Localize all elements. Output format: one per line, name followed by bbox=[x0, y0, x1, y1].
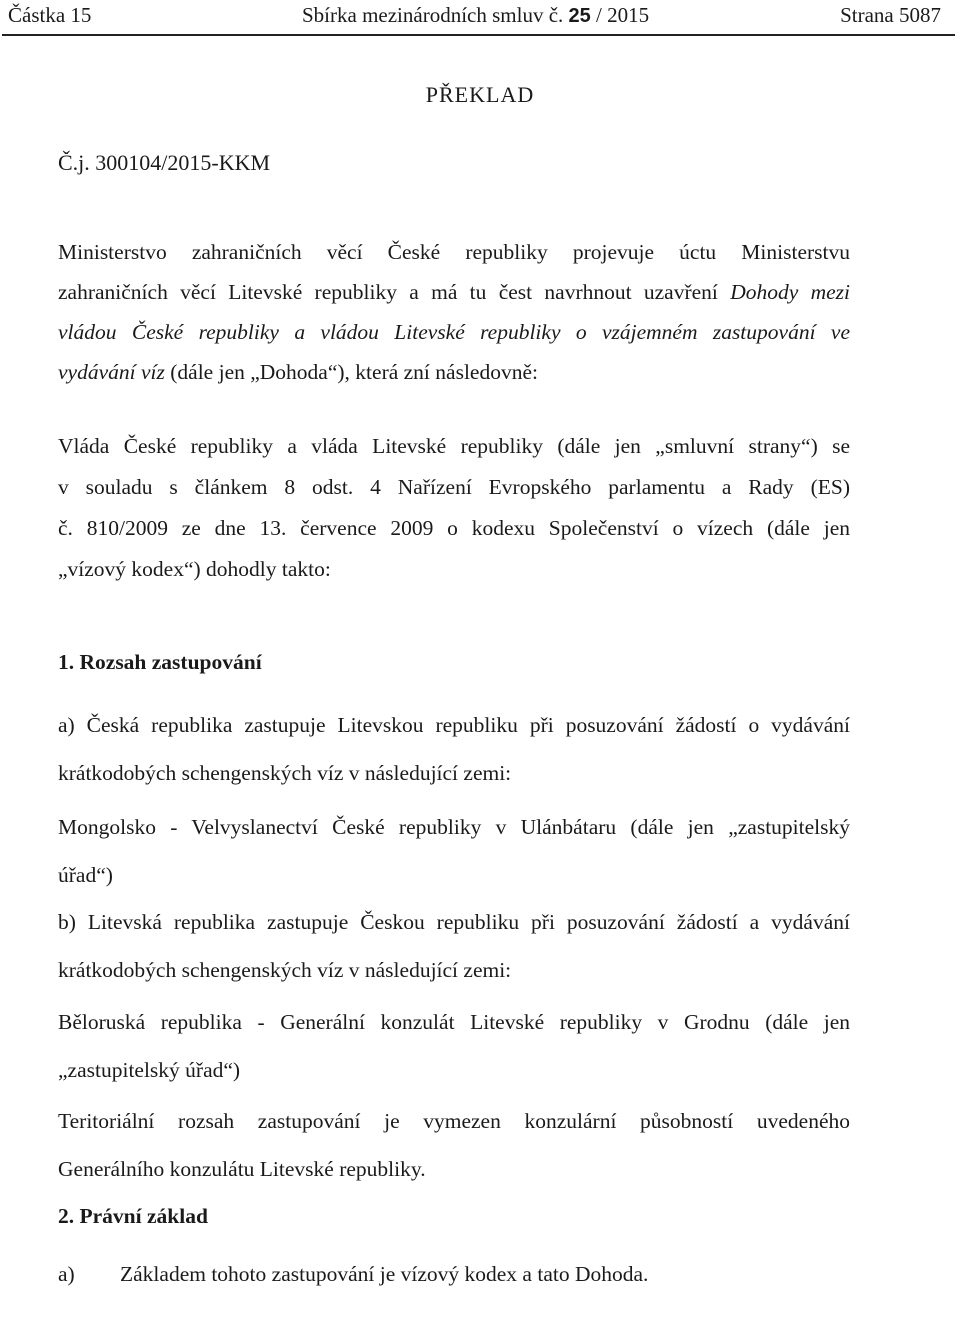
belarus-paragraph bbox=[58, 998, 850, 1094]
item-a-line-2: krátkodobých schengenských víz v následující zemi: bbox=[58, 761, 512, 785]
intro-line-2-text: zahraničních věcí Litevské republiky a má tu čest navrhnout uzavření bbox=[58, 280, 731, 304]
section-1-item-b bbox=[58, 898, 850, 994]
item-text: Základem tohoto zastupování je vízový kodex a tato Dohoda. bbox=[120, 1262, 649, 1286]
item-b-line-2: krátkodobých schengenských víz v následující zemi: bbox=[58, 958, 512, 982]
reference-number: Č.j. 300104/2015-KKM bbox=[58, 150, 271, 175]
intro-paragraph bbox=[58, 232, 850, 392]
header-part-number: Částka 15 bbox=[8, 3, 92, 27]
intro-line-4-text: (dále jen „Dohoda“), která zní následovně: bbox=[164, 360, 538, 384]
territory-paragraph bbox=[58, 1097, 850, 1193]
agreement-title-part-1: Dohody mezi bbox=[730, 280, 850, 304]
item-a-line-1: a) Česká republika zastupuje Litevskou republiku při posuzování žádostí o vydávání bbox=[58, 713, 850, 737]
belarus-line-2: „zastupitelský úřad“) bbox=[58, 1058, 241, 1082]
header-page-number: Strana 5087 bbox=[840, 3, 941, 27]
item-b-line-1: b) Litevská republika zastupuje Českou republiku při posuzování žádostí a vydávání bbox=[58, 910, 850, 934]
header-collection-year: / 2015 bbox=[590, 3, 650, 27]
section-1-item-a bbox=[58, 701, 850, 797]
section-1-heading: 1. Rozsah zastupování bbox=[58, 650, 262, 674]
parties-line-1: Vláda České republiky a vláda Litevské republiky (dále jen „smluvní strany“) se bbox=[58, 434, 850, 458]
intro-line-2 bbox=[58, 272, 850, 312]
intro-line-3 bbox=[58, 312, 850, 352]
section-2-item-a bbox=[58, 1262, 648, 1287]
parties-line-3: č. 810/2009 ze dne 13. července 2009 o kodexu Společenství o vízech (dále jen bbox=[58, 516, 850, 540]
item-marker: a) bbox=[58, 1262, 75, 1286]
section-2-heading: 2. Právní základ bbox=[58, 1204, 208, 1228]
document-title: PŘEKLAD bbox=[425, 82, 535, 107]
mongolia-line-1: Mongolsko - Velvyslanectví České republiky v Ulánbátaru (dále jen „zastupitelský bbox=[58, 815, 850, 839]
parties-line-2: v souladu s článkem 8 odst. 4 Nařízení Evropského parlamentu a Rady (ES) bbox=[58, 475, 850, 499]
mongolia-line-2: úřad“) bbox=[58, 863, 113, 887]
parties-line-4: „vízový kodex“) dohodly takto: bbox=[58, 557, 331, 581]
intro-line-4 bbox=[58, 352, 850, 392]
header-collection-number: 25 bbox=[568, 5, 591, 27]
header-collection-title bbox=[302, 3, 649, 28]
agreement-title-part-3: vydávání víz bbox=[58, 360, 165, 384]
parties-paragraph bbox=[58, 426, 850, 590]
agreement-title-part-2: vládou České republiky a vládou Litevské republiky o vzájemném zastupování ve bbox=[58, 320, 850, 344]
territory-line-1: Teritoriální rozsah zastupování je vymezen konzulární působností uvedeného bbox=[58, 1109, 850, 1133]
territory-line-2: Generálního konzulátu Litevské republiky. bbox=[58, 1157, 426, 1181]
belarus-line-1: Běloruská republika - Generální konzulát Litevské republiky v Grodnu (dále jen bbox=[58, 1010, 850, 1034]
mongolia-paragraph bbox=[58, 803, 850, 899]
header-collection-prefix: Sbírka mezinárodních smluv č. bbox=[302, 3, 569, 27]
intro-line-1: Ministerstvo zahraničních věcí České republiky projevuje úctu Ministerstvu bbox=[58, 240, 850, 264]
page-header bbox=[2, 0, 955, 36]
